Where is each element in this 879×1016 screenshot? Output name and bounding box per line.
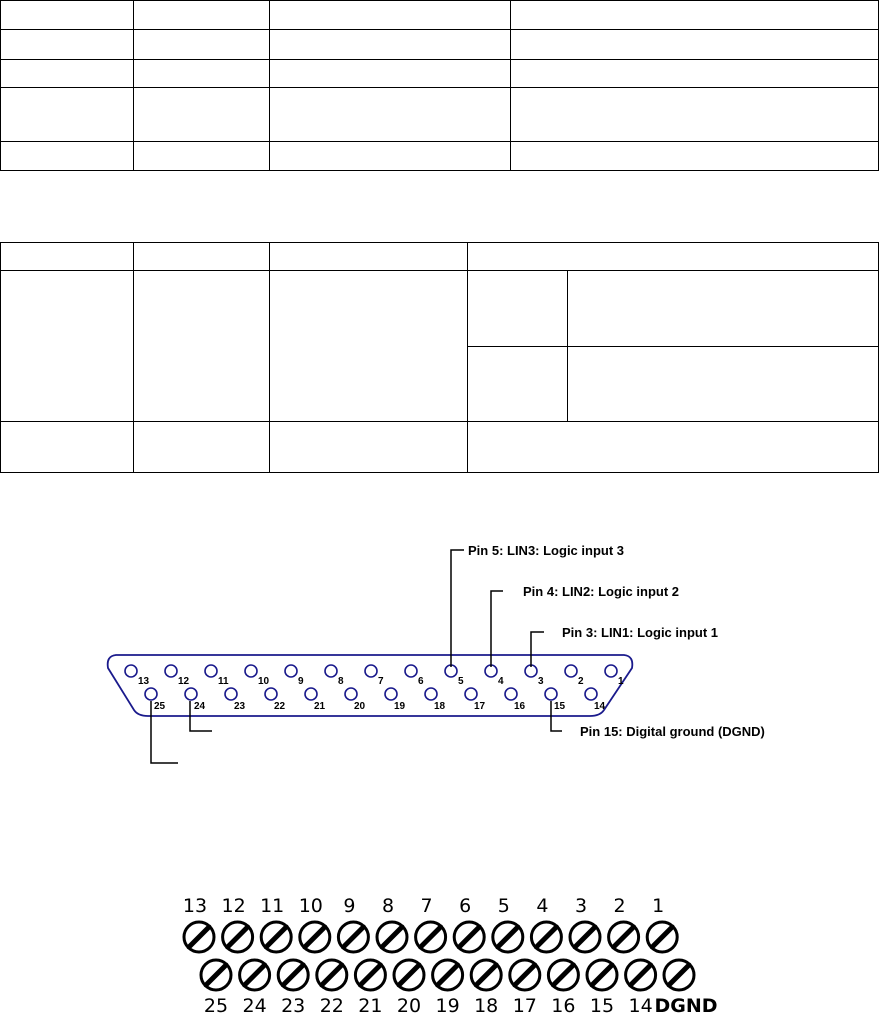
- screw-terminal-icon: [223, 922, 253, 952]
- pin-22: [265, 688, 277, 700]
- terminal-number: 13: [182, 895, 208, 917]
- screw-terminal-icon: [300, 922, 330, 952]
- pin-10: [245, 665, 257, 677]
- pin-15: [545, 688, 557, 700]
- screw-terminal-icon: [416, 922, 446, 952]
- screw-terminal-icon: [587, 960, 617, 990]
- bottom-pin-row: [145, 688, 606, 712]
- terminal-number: 8: [381, 895, 395, 917]
- terminal-number: 15: [589, 995, 615, 1016]
- screw-terminal-icon: [609, 922, 639, 952]
- pin-14: [585, 688, 597, 700]
- table-cell: [1, 30, 134, 60]
- table-cell: [270, 30, 511, 60]
- terminal-number: 24: [242, 995, 267, 1016]
- pin-number: 16: [514, 701, 526, 712]
- pin-number: 25: [154, 701, 166, 712]
- terminal-number: 9: [343, 895, 356, 917]
- table-cell: [1, 142, 134, 171]
- screw-terminal-icon: [184, 922, 214, 952]
- terminal-number: 10: [298, 895, 323, 917]
- pin3-callout: Pin 3: LIN1: Logic input 1: [562, 625, 718, 640]
- pin-number: 13: [138, 676, 150, 687]
- pin-12: [165, 665, 177, 677]
- table-cell: [511, 30, 879, 60]
- pin-number: 9: [298, 676, 304, 687]
- table-cell: [134, 1, 270, 30]
- table-cell: [1, 243, 134, 271]
- db25-connector-diagram: [0, 530, 879, 780]
- table-1: [0, 0, 879, 171]
- pin-number: 5: [458, 676, 464, 687]
- terminal-number: 21: [358, 995, 383, 1016]
- terminal-block-diagram: [0, 885, 879, 1016]
- terminal-top-row: [183, 895, 677, 952]
- terminal-number: 7: [420, 895, 433, 917]
- pin-number: 10: [258, 676, 270, 687]
- terminal-number: 11: [260, 895, 285, 917]
- ground-screw-terminal-icon: [664, 960, 694, 990]
- screw-terminal-icon: [261, 922, 291, 952]
- pin15-callout: Pin 15: Digital ground (DGND): [580, 724, 765, 739]
- terminal-number: 25: [203, 995, 229, 1016]
- pin-11: [205, 665, 217, 677]
- pin-number: 20: [354, 701, 366, 712]
- pin-number: 21: [314, 701, 326, 712]
- screw-terminal-icon: [317, 960, 347, 990]
- table-row: [1, 422, 879, 473]
- terminal-number: 12: [221, 895, 246, 917]
- pin-number: 7: [378, 676, 384, 687]
- table-cell: [1, 88, 134, 142]
- pin5-leader: [451, 550, 464, 667]
- screw-terminal-icon: [201, 960, 231, 990]
- terminal-number: 22: [319, 995, 344, 1016]
- pin-7: [365, 665, 377, 677]
- screw-terminal-icon: [471, 960, 501, 990]
- screw-terminal-icon: [510, 960, 540, 990]
- table-cell: [511, 1, 879, 30]
- terminal-number: 2: [613, 895, 626, 917]
- terminal-number: 19: [435, 995, 460, 1016]
- table-cell: [270, 60, 511, 88]
- table-cell: [468, 271, 568, 347]
- pin-number: 11: [218, 676, 229, 687]
- table-row: [1, 271, 879, 347]
- table-cell: [468, 243, 879, 271]
- screw-terminal-icon: [433, 960, 463, 990]
- pin-number: 14: [594, 701, 606, 712]
- table-row: [1, 1, 879, 30]
- pin-13: [125, 665, 137, 677]
- table-cell: [134, 60, 270, 88]
- table-row: [1, 142, 879, 171]
- screw-terminal-icon: [394, 960, 424, 990]
- pin-19: [385, 688, 397, 700]
- terminal-number: 17: [512, 995, 537, 1016]
- pin-number: 23: [234, 701, 246, 712]
- pin-number: 24: [194, 701, 206, 712]
- terminal-number: 1: [652, 895, 665, 917]
- terminal-number: 18: [474, 995, 499, 1016]
- pin4-callout: Pin 4: LIN2: Logic input 2: [523, 584, 679, 599]
- terminal-number: 14: [628, 995, 653, 1016]
- pin-25: [145, 688, 157, 700]
- screw-terminal-icon: [570, 922, 600, 952]
- screw-terminal-icon: [377, 922, 407, 952]
- pin-23: [225, 688, 237, 700]
- screw-terminal-icon: [548, 960, 578, 990]
- table-cell: [511, 142, 879, 171]
- pin-number: 2: [578, 676, 584, 687]
- screw-terminal-icon: [493, 922, 523, 952]
- table-cell: [1, 271, 134, 422]
- table-row: [1, 60, 879, 88]
- terminal-ground: [654, 960, 717, 1016]
- pin-number: 22: [274, 701, 286, 712]
- pin-number: 3: [538, 676, 544, 687]
- table-cell: [568, 271, 879, 347]
- screw-terminal-icon: [647, 922, 677, 952]
- table-cell: [134, 422, 270, 473]
- pin-number: 19: [394, 701, 406, 712]
- table-cell: [270, 271, 468, 422]
- table-cell: [134, 271, 270, 422]
- pin-9: [285, 665, 297, 677]
- pin-24: [185, 688, 197, 700]
- screw-terminal-icon: [338, 922, 368, 952]
- table-cell: [134, 243, 270, 271]
- pin5-callout: Pin 5: LIN3: Logic input 3: [468, 543, 624, 558]
- table-cell: [468, 347, 568, 422]
- terminal-number: 20: [396, 995, 422, 1016]
- table-cell: [270, 422, 468, 473]
- table-cell: [270, 243, 468, 271]
- table-cell: [468, 422, 879, 473]
- terminal-number: 4: [536, 895, 549, 917]
- terminal-bottom-row: [201, 960, 656, 1016]
- table-cell: [270, 142, 511, 171]
- pin-2: [565, 665, 577, 677]
- screw-terminal-icon: [626, 960, 656, 990]
- table-cell: [134, 142, 270, 171]
- ground-label: DGND: [654, 995, 718, 1016]
- terminal-number: 16: [551, 995, 576, 1016]
- table-cell: [134, 88, 270, 142]
- screw-terminal-icon: [454, 922, 484, 952]
- pin-18: [425, 688, 437, 700]
- screw-terminal-icon: [531, 922, 561, 952]
- pin-20: [345, 688, 357, 700]
- screw-terminal-icon: [240, 960, 270, 990]
- table-cell: [511, 60, 879, 88]
- screw-terminal-icon: [278, 960, 308, 990]
- table-cell: [568, 347, 879, 422]
- table-row: [1, 243, 879, 271]
- pin-17: [465, 688, 477, 700]
- screw-terminal-icon: [355, 960, 385, 990]
- pin-number: 4: [498, 676, 504, 687]
- pin-6: [405, 665, 417, 677]
- pin-1: [605, 665, 617, 677]
- pin-number: 1: [618, 676, 624, 687]
- table-cell: [1, 60, 134, 88]
- table-cell: [270, 1, 511, 30]
- pin-number: 6: [418, 676, 424, 687]
- table-cell: [1, 1, 134, 30]
- table-row: [1, 30, 879, 60]
- pin-21: [305, 688, 317, 700]
- terminal-number: 5: [497, 895, 510, 917]
- terminal-number: 6: [459, 895, 472, 917]
- pin-16: [505, 688, 517, 700]
- table-cell: [270, 88, 511, 142]
- pin-number: 18: [434, 701, 446, 712]
- table-2: [0, 242, 879, 473]
- table-cell: [1, 422, 134, 473]
- pin-number: 17: [474, 701, 486, 712]
- pin-number: 8: [338, 676, 344, 687]
- table-cell: [511, 88, 879, 142]
- top-pin-row: [125, 665, 624, 687]
- pin-number: 15: [554, 701, 566, 712]
- table-row: [1, 88, 879, 142]
- table-cell: [134, 30, 270, 60]
- terminal-number: 3: [574, 895, 588, 917]
- terminal-number: 23: [281, 995, 306, 1016]
- pin-number: 12: [178, 676, 190, 687]
- pin-8: [325, 665, 337, 677]
- pin3-leader: [531, 632, 544, 667]
